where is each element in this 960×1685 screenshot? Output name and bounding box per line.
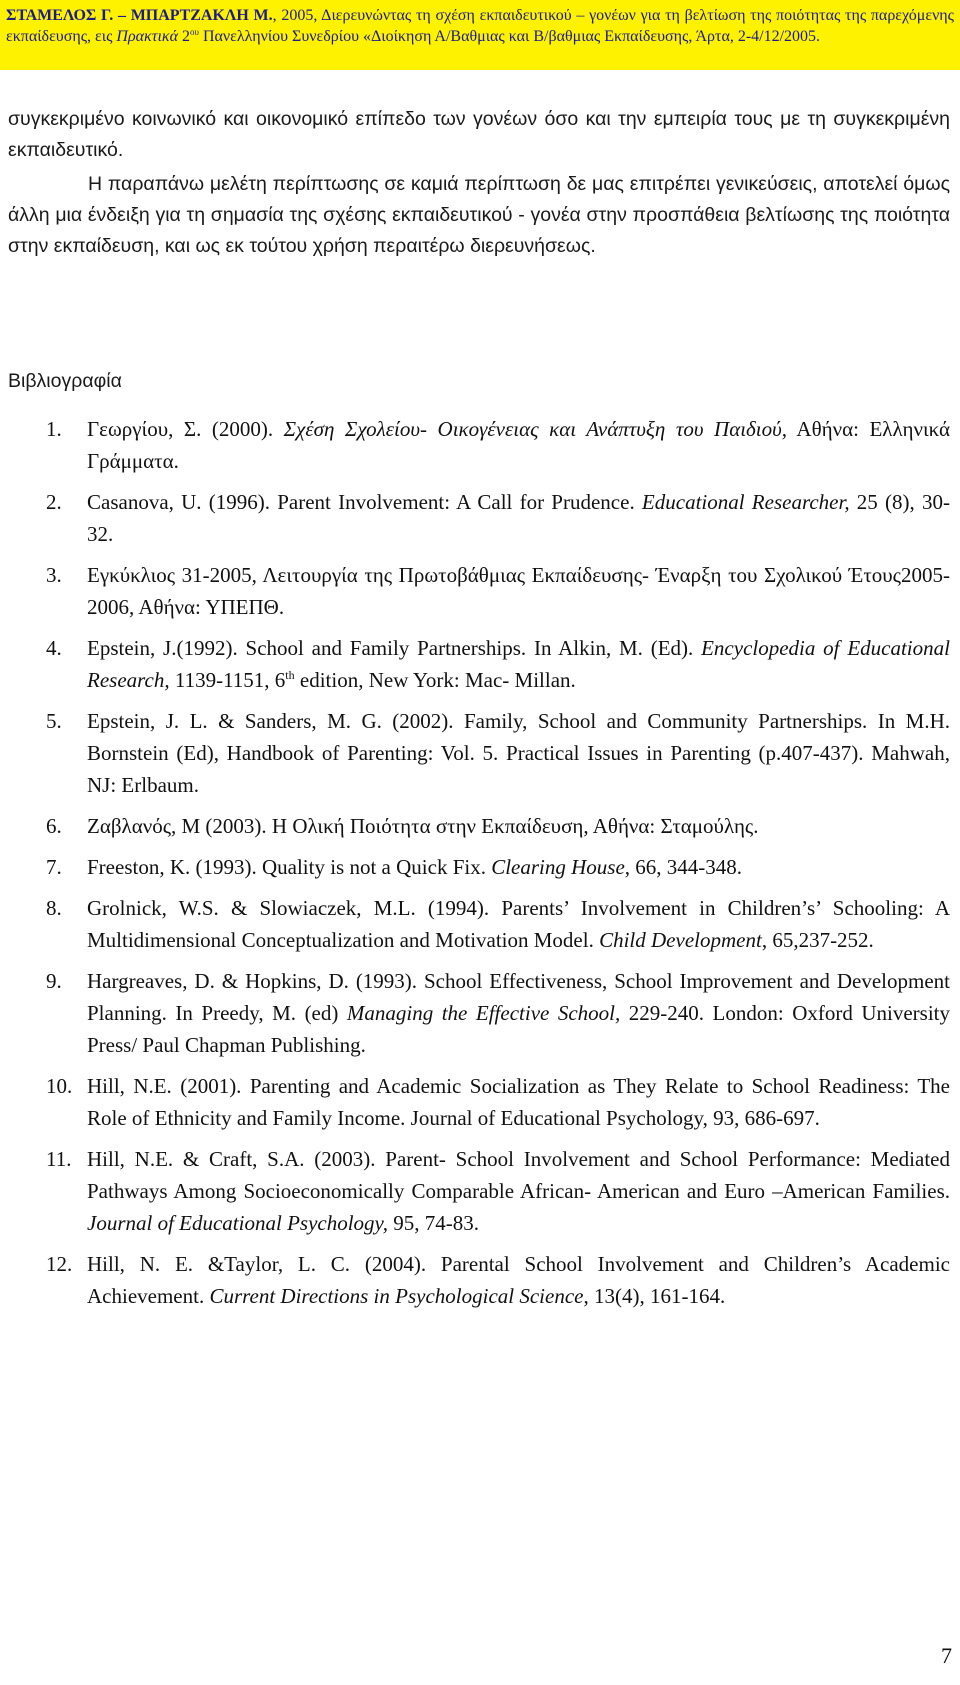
reference-number: 8. — [46, 896, 62, 920]
reference-italic: Clearing House — [491, 855, 625, 879]
reference-text-cont: Αθήνα: Ελληνικά Γράμματα. — [87, 417, 951, 473]
header-ordinal-sup: ου — [189, 27, 199, 37]
reference-item — [0, 705, 960, 801]
reference-number: 3. — [46, 563, 62, 587]
reference-number: 6. — [46, 814, 62, 838]
reference-italic: Current Directions in Psychological Science — [209, 1284, 584, 1308]
reference-text: Ζαβλανός, Μ (2003). Η Ολική Ποιότητα στην Εκπαίδευση, Αθήνα: Σταμούλης. — [87, 814, 759, 838]
citation-header — [0, 0, 960, 70]
reference-italic: Child Development — [599, 928, 762, 952]
reference-item — [0, 486, 960, 550]
reference-item — [0, 1143, 960, 1239]
bibliography-heading: Βιβλιογραφία — [8, 370, 122, 392]
intro-text — [8, 104, 950, 262]
reference-text-cont: , 66, 344-348. — [624, 855, 743, 879]
reference-text: Γεωργίου, Σ. (2000). — [87, 417, 284, 441]
reference-italic: Journal of Educational Psychology, — [87, 1211, 388, 1235]
reference-number: 12. — [46, 1252, 73, 1276]
reference-item — [0, 632, 960, 696]
reference-text: Hill, N. E. &Taylor, L. C. (2004). Parental School Involvement and Children’s Academic Achievement. — [87, 1252, 950, 1308]
header-italic: Πρακτικά — [116, 28, 178, 45]
reference-text-cont: , 65,237-252. — [761, 928, 874, 952]
reference-item — [0, 413, 960, 477]
reference-number: 2. — [46, 490, 62, 514]
reference-text: Freeston, K. (1993). Quality is not a Quick Fix. — [87, 855, 492, 879]
reference-item — [0, 965, 960, 1061]
reference-item — [0, 1248, 960, 1312]
reference-number: 5. — [46, 709, 62, 733]
reference-item — [0, 559, 960, 623]
reference-text: Hill, N.E. (2001). Parenting and Academic Socialization as They Relate to School Readiness: The Role of Ethnicity and Family Income. Journal of Educational Psychology, 93, 686-697. — [87, 1074, 950, 1130]
header-text-end: Πανελληνίου Συνεδρίου «Διοίκηση Α/Βαθμιας και Β/βαθμιας Εκπαίδευσης, Άρτα, 2-4/12/2005. — [198, 28, 821, 45]
reference-text: Hargreaves, D. & Hopkins, D. (1993). School Effectiveness, School Improvement and Development Planning. In Preedy, M. (ed) — [87, 969, 950, 1025]
intro-paragraph-2: Η παραπάνω μελέτη περίπτωσης σε καμιά περίπτωση δε μας επιτρέπει γενικεύσεις, αποτελεί όμως άλλη μια ένδειξη για τη σημασία της σχέσης εκπαιδευτικού - γονέα στην προσπάθεια βελτίωσης της ποιότητα στην εκπαίδευση, και ως εκ τούτου χρήση περαιτέρω διερευνήσεως. — [8, 173, 950, 257]
reference-text-cont: 1139-1151, 6 — [169, 668, 286, 692]
header-text: , 2005, Διερευνώντας τη σχέση εκπαιδευτικού – γονέων για τη βελτίωση της ποιότητας της παρεχόμενης εκπαίδευσης, εις — [6, 7, 955, 45]
reference-text: Epstein, J. L. & Sanders, M. G. (2002). Family, School and Community Partnerships. In M.H. Bornstein (Ed), Handbook of Parenting: Vol. 5. Practical Issues in Parenting (p.407-437). Mahwah, NJ: Erlbaum. — [87, 709, 950, 797]
reference-number: 10. — [46, 1074, 73, 1098]
reference-text-cont: , 13(4), 161-164. — [583, 1284, 726, 1308]
reference-text: Epstein, J.(1992). School and Family Partnerships. In Alkin, M. (Ed). — [87, 636, 702, 660]
reference-item — [0, 1070, 960, 1134]
reference-text-end: edition, New York: Mac- Millan. — [294, 668, 576, 692]
reference-italic: Encyclopedia of Educational Research, — [87, 636, 950, 692]
reference-text-cont: 229-240. London: Oxford University Press/ Paul Chapman Publishing. — [87, 1001, 951, 1057]
reference-item — [0, 851, 960, 883]
reference-italic: Σχέση Σχολείου- Οικογένειας και Ανάπτυξη του Παιδιού, — [283, 417, 788, 441]
reference-list — [0, 413, 960, 1321]
reference-number: 4. — [46, 636, 62, 660]
intro-paragraph-1: συγκεκριμένο κοινωνικό και οικονομικό επίπεδο των γονέων όσο και την εμπειρία τους με τη συγκεκριμένη εκπαιδευτικό. — [8, 108, 950, 161]
reference-italic: Managing the Effective School, — [346, 1001, 621, 1025]
header-ordinal: 2 — [177, 28, 190, 45]
reference-text-cont: 95, 74-83. — [387, 1211, 479, 1235]
header-authors: ΣΤΑΜΕΛΟΣ Γ. – ΜΠΑΡΤΖΑΚΛΗ Μ. — [6, 7, 273, 24]
reference-item — [0, 892, 960, 956]
reference-text: Grolnick, W.S. & Slowiaczek, M.L. (1994). Parents’ Involvement in Children’s’ Schooling: A Multidimensional Conceptualization and Motivation Model. — [87, 896, 950, 952]
reference-superscript: th — [285, 668, 295, 682]
reference-text-cont: 25 (8), 30-32. — [87, 490, 950, 546]
reference-italic: Educational Researcher, — [641, 490, 850, 514]
reference-text: Εγκύκλιος 31-2005, Λειτουργία της Πρωτοβάθμιας Εκπαίδευσης- Έναρξη του Σχολικού Έτους2005-2006, Αθήνα: ΥΠΕΠΘ. — [87, 563, 950, 619]
reference-text: Hill, N.E. & Craft, S.A. (2003). Parent- School Involvement and School Performance: Mediated Pathways Among Socioeconomically Comparable African- American and Euro –American Families. — [87, 1147, 950, 1203]
page-number: 7 — [941, 1643, 952, 1668]
reference-number: 11. — [46, 1147, 72, 1171]
reference-number: 7. — [46, 855, 62, 879]
reference-item — [0, 810, 960, 842]
reference-text: Casanova, U. (1996). Parent Involvement: A Call for Prudence. — [87, 490, 642, 514]
reference-number: 9. — [46, 969, 62, 993]
reference-number: 1. — [46, 417, 62, 441]
